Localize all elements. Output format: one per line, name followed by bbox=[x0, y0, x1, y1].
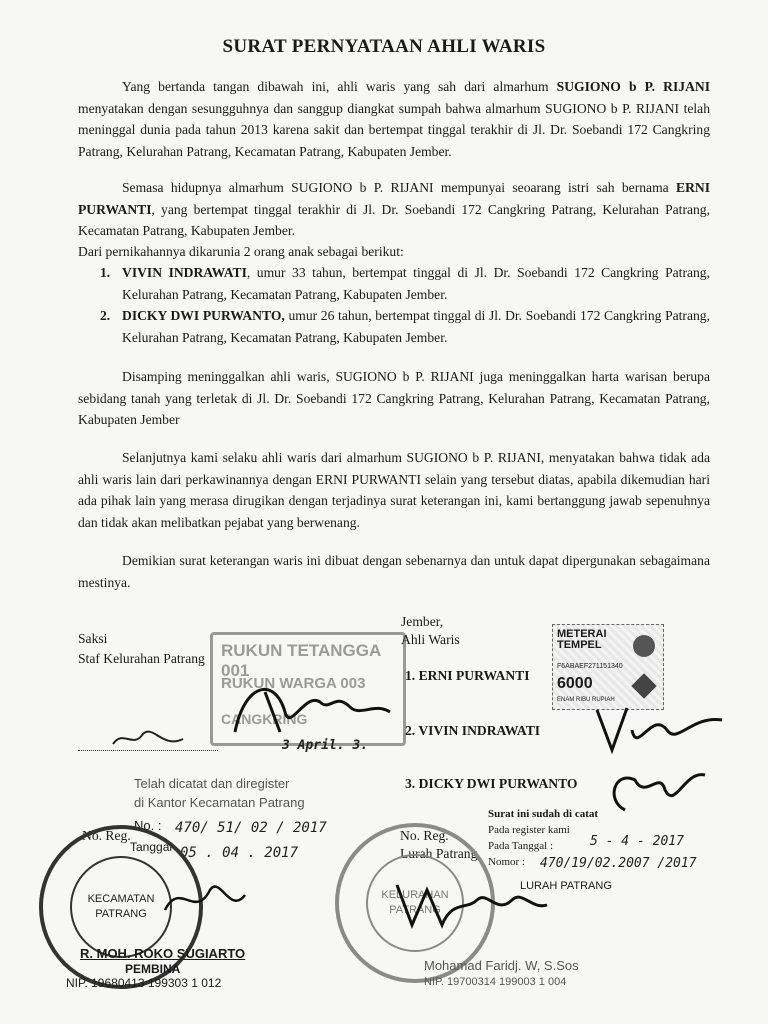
heir-3: 3. DICKY DWI PURWANTO bbox=[405, 776, 578, 791]
heirs-label: Ahli Waris bbox=[401, 632, 460, 647]
document-title: SURAT PERNYATAAN AHLI WARIS bbox=[222, 36, 546, 57]
lurah-name: Mohamad Faridj. W, S.Sos bbox=[424, 958, 579, 973]
kecamatan-date-value: 05 . 04 . 2017 bbox=[180, 845, 299, 861]
child-details: , umur 33 tahun, bertempat tinggal di Jl. Dr. Soebandi 172 Cangkring Patrang, Kelurahan Patrang, Kecamatan Patrang, Kabupaten Jember. bbox=[122, 265, 710, 302]
handwritten-date: 3 April. 3. bbox=[282, 738, 369, 753]
lurah-signature bbox=[392, 870, 552, 940]
p2-wife-name: ERNI PURWANTI bbox=[78, 180, 710, 217]
rt-stamp-line3: CANGKRING bbox=[221, 711, 308, 727]
heir-2: 2. VIVIN INDRAWATI bbox=[405, 723, 541, 738]
child-name: DICKY DWI PURWANTO, bbox=[122, 308, 285, 323]
list-number: 1. bbox=[100, 265, 111, 280]
camat-name: R. MOH. ROKO SUGIARTO bbox=[80, 946, 246, 961]
svg-text:KELURAHAN: KELURAHAN bbox=[381, 889, 449, 901]
heir-3-signature bbox=[605, 760, 715, 820]
heir-1: 1. ERNI PURWANTI bbox=[405, 668, 530, 683]
place-label: Jember, bbox=[401, 614, 444, 629]
p2-text-a: Semasa hidupnya almarhum SUGIONO b P. RIJANI mempunyai seoarang istri sah bernama bbox=[122, 180, 676, 195]
kelurahan-no-reg: No. Reg. bbox=[400, 828, 449, 843]
rt-stamp-line1: RUKUN TETANGGA 001 bbox=[221, 641, 381, 680]
paragraph-5: Demikian surat keterangan waris ini dibuat dengan sebenarnya dan untuk dapat dipergunakan sebagaimana mestinya. bbox=[78, 553, 710, 590]
heir-2-signature bbox=[592, 700, 732, 760]
register-stamp-line4: Nomor : bbox=[488, 856, 525, 868]
meterai-value: 6000 bbox=[557, 675, 593, 692]
list-number: 2. bbox=[100, 308, 111, 323]
kecamatan-registered-line2: di Kantor Kecamatan Patrang bbox=[134, 795, 305, 810]
register-stamp-line3: Pada Tanggal : bbox=[488, 840, 554, 852]
lurah-stamp-label: LURAH PATRANG bbox=[520, 880, 612, 892]
paragraph-3: Disamping meninggalkan ahli waris, SUGIONO b P. RIJANI juga meninggalkan harta warisan berupa sebidang tanah yang terletak di Jl. Dr. Soebandi 172 Cangkring Patrang, Kelurahan Patrang, Kecamatan Patrang, Kabupaten Jember bbox=[78, 369, 710, 427]
paragraph-1 bbox=[78, 76, 710, 162]
register-stamp-number: 470/19/02.2007 /2017 bbox=[540, 856, 697, 871]
meterai-title: METERAI TEMPEL bbox=[557, 628, 607, 651]
saksi-label: Saksi bbox=[78, 631, 108, 646]
kecamatan-no-reg-label: No. Reg. bbox=[82, 828, 131, 843]
signature-line bbox=[78, 750, 218, 751]
kecamatan-no-value: 470/ 51/ 02 / 2017 bbox=[175, 820, 327, 836]
children-list bbox=[78, 262, 710, 348]
list-item bbox=[78, 305, 710, 348]
svg-text:KECAMATAN: KECAMATAN bbox=[87, 893, 155, 905]
meterai-stamp bbox=[552, 624, 664, 710]
camat-rank: PEMBINA bbox=[125, 962, 181, 976]
register-stamp-date: 5 - 4 - 2017 bbox=[590, 834, 684, 849]
paragraph-2-children-intro: Dari pernikahannya dikarunia 2 orang anak sebagai berikut: bbox=[78, 244, 404, 259]
paragraph-4: Selanjutnya kami selaku ahli waris dari almarhum SUGIONO b P. RIJANI, menyatakan bahwa tidak ada ahli waris lain dari perkawinannya dengan ERNI PURWANTI selain yang tersebut diatas, apabila dikemudian hari ada pihak lain yang merasa dirugikan dengan terjadinya surat keterangan ini, kami bertanggung jawab sepenuhnya dan tidak akan melibatkan pejabat yang berwenang. bbox=[78, 450, 710, 530]
meterai-serial: F6ABAEF271151340 bbox=[557, 663, 623, 670]
child-details: umur 26 tahun, bertempat tinggal di Jl. Dr. Soebandi 172 Cangkring Patrang, Kelurahan Patrang, Kecamatan Patrang, Kabupaten Jember. bbox=[122, 308, 710, 345]
star-emblem-icon bbox=[631, 673, 656, 698]
lurah-nip: NIP. 19700314 199003 1 004 bbox=[424, 976, 567, 988]
list-item bbox=[78, 262, 710, 305]
p1-text-a: Yang bertanda tangan dibawah ini, ahli waris yang sah dari almarhum bbox=[122, 79, 557, 94]
register-stamp-line2: Pada register kami bbox=[488, 824, 570, 836]
register-stamp-title: Surat ini sudah di catat bbox=[488, 808, 599, 820]
svg-text:PATRANG: PATRANG bbox=[389, 904, 441, 916]
witness-initial-signature bbox=[108, 724, 188, 752]
svg-text:PATRANG: PATRANG bbox=[95, 908, 147, 920]
kecamatan-no-label: No. : bbox=[134, 818, 162, 833]
meterai-sub: ENAM RIBU RUPIAH bbox=[557, 697, 615, 703]
camat-nip: NIP. 19680413 199303 1 012 bbox=[66, 976, 222, 990]
garuda-emblem-icon bbox=[633, 635, 655, 657]
kecamatan-date-label: Tanggal bbox=[130, 840, 173, 854]
paragraph-2 bbox=[78, 177, 710, 242]
staf-label: Staf Kelurahan Patrang bbox=[78, 651, 205, 666]
child-name: VIVIN INDRAWATI bbox=[122, 265, 247, 280]
p2-text-c: , yang bertempat tinggal terakhir di Jl. Dr. Soebandi 172 Cangkring Patrang, Kelurahan Patrang, Kecamatan Patrang, Kabupaten Jember. bbox=[78, 201, 710, 238]
rt-stamp-line2: RUKUN WARGA 003 bbox=[221, 675, 366, 692]
p1-text-c: menyatakan dengan sesungguhnya dan sanggup diangkat sumpah bahwa almarhum SUGIONO b P. RIJANI telah meninggal dunia pada tahun 2013 karena sakit dan bertempat tinggal terakhir di Jl. Dr. Soebandi 172 Cangkring Patrang, Kelurahan Patrang, Kecamatan Patrang, Kabupaten Jember. bbox=[78, 100, 710, 159]
kecamatan-registered-line1: Telah dicatat dan diregister bbox=[134, 776, 290, 791]
kelurahan-lurah-label: Lurah Patrang bbox=[400, 846, 478, 861]
camat-signature bbox=[160, 870, 250, 930]
p1-name: SUGIONO b P. RIJANI bbox=[556, 79, 710, 94]
